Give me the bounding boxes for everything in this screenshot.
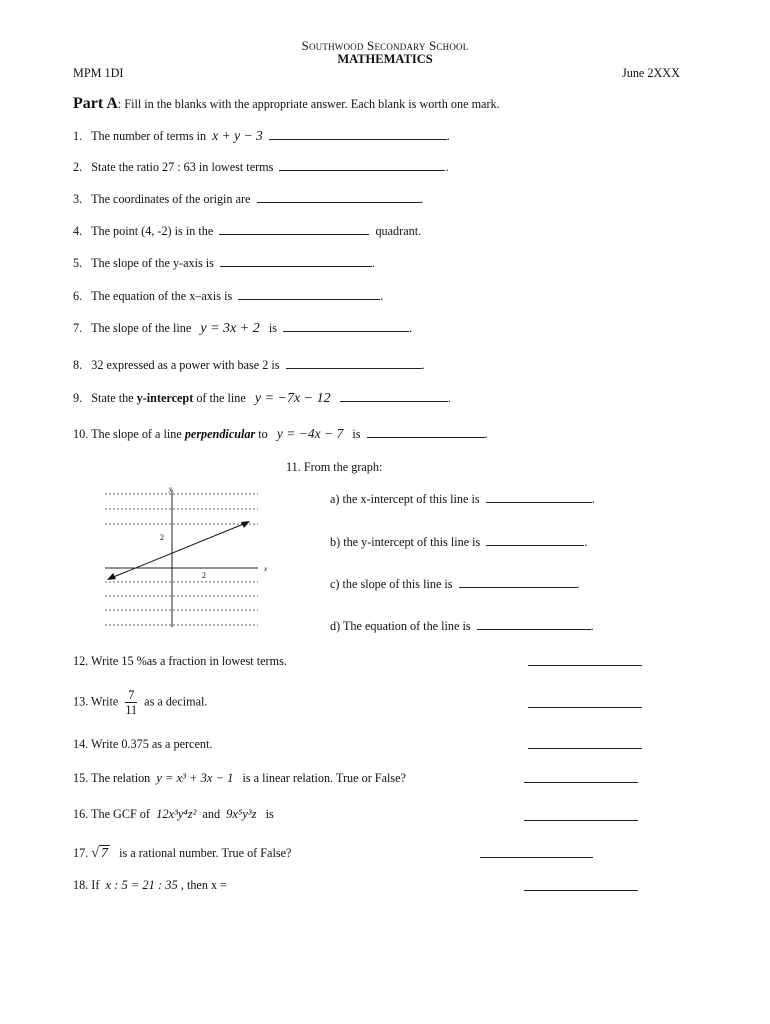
q4-text: The point (4, -2) is in the [91,224,214,238]
question-18 [73,878,227,893]
graph-grid-lines [105,494,258,625]
q17-number: 17. [73,846,89,860]
q10-text-end: is [352,427,361,441]
q17-sqrt: √ 7 [91,846,108,861]
q7-text: The slope of the line [91,321,192,335]
q4-answer-blank[interactable] [219,223,369,235]
q18-text-end: , then x = [180,878,227,892]
q10-text-mid: to [258,427,268,441]
question-8: 8. 32 expressed as a power with base 2 is . [73,358,425,372]
q1-number: 1. [73,129,83,143]
q10-text: The slope of a line [91,427,182,441]
q13-denominator: 11 [125,703,138,717]
q11d-text: d) The equation of the line is [330,619,471,633]
q9-text-mid: of the line [196,391,246,405]
graph-line [111,523,246,578]
q5-text: The slope of the y-axis is [91,256,214,270]
q6-answer-blank[interactable] [238,288,380,300]
q17-radicand: 7 [100,846,108,861]
q10-number: 10. [73,427,89,441]
q18-text: 18. If [73,878,100,892]
graph-y-tick: 2 [160,533,164,542]
graph-y-label: y [169,485,173,493]
q3-text: The coordinates of the origin are [91,192,251,206]
question-9: 9. State the y-intercept of the line y = −7x − 12 . [73,391,451,406]
q8-text: 32 expressed as a power with base 2 is [91,358,280,372]
q7-text-end: is [268,321,277,335]
q16-text-end: is [265,807,274,821]
exam-date: June 2XXX [622,66,680,80]
question-6: 6. The equation of the x–axis is . [73,289,384,303]
q11d: d) The equation of the line is . [330,619,594,633]
q6-number: 6. [73,289,83,303]
q18-expression: x : 5 = 21 : 35 [105,878,178,892]
q11c-text: c) the slope of this line is [330,577,453,591]
q3-answer-blank[interactable] [257,191,421,203]
q16-answer-blank[interactable] [524,819,638,821]
q15-answer-blank[interactable] [524,781,638,783]
q10-bold-term: perpendicular [184,427,256,441]
graph-arrow-right [241,521,250,528]
q11a-text: a) the x-intercept of this line is [330,492,480,506]
q11-title: 11. From the graph: [286,460,383,474]
question-2: 2. State the ratio 27 : 63 in lowest terms . [73,160,449,174]
q4-text-end: quadrant. [375,224,422,238]
q1-expression: x + y − 3 [212,128,263,143]
q9-expression: y = −7x − 12 [254,391,331,406]
q13-answer-blank[interactable] [528,706,642,708]
q13-text-end: as a decimal. [144,694,208,709]
q2-text: State the ratio 27 : 63 in lowest terms [91,160,274,174]
question-15 [73,771,406,786]
question-16 [73,807,274,822]
course-code: MPM 1DI [73,66,124,80]
q16-text: 16. The GCF of [73,807,150,821]
part-a-heading [73,95,500,113]
q15-text: 15. The relation [73,771,151,785]
q2-answer-blank[interactable] [279,159,445,171]
q17-text: is a rational number. True of False? [119,846,292,860]
q5-answer-blank[interactable] [220,255,372,267]
q15-text-end: is a linear relation. True or False? [242,771,406,785]
q11b-text: b) the y-intercept of this line is [330,535,481,549]
graph-x-tick: 2 [202,571,206,580]
q11b-answer-blank[interactable] [486,534,584,546]
q2-number: 2. [73,160,83,174]
school-name: Southwood Secondary School [301,38,469,53]
q7-expression: y = 3x + 2 [200,321,260,336]
q9-answer-blank[interactable] [340,390,448,402]
q12-answer-blank[interactable] [528,664,642,666]
q13-fraction [125,688,137,717]
q8-number: 8. [73,358,83,372]
question-5: 5. The slope of the y-axis is . [73,256,376,270]
q5-number: 5. [73,256,83,270]
q1-text: The number of terms in [91,129,207,143]
q16-expression-2: 9x⁵y³z [226,807,257,821]
question-1: 1. The number of terms in x + y − 3 . [73,128,450,143]
q15-expression: y = x³ + 3x − 1 [156,771,234,785]
q9-number: 9. [73,391,83,405]
q4-number: 4. [73,224,83,238]
q14-answer-blank[interactable] [528,747,642,749]
q9-bold-term: y-intercept [136,391,194,405]
question-17 [73,845,291,862]
q11a-answer-blank[interactable] [486,491,592,503]
q18-answer-blank[interactable] [524,889,638,891]
q13-text: 13. Write [73,694,119,709]
q10-answer-blank[interactable] [367,426,485,438]
graph-x-label: x [264,565,268,573]
q10-expression: y = −4x − 7 [276,426,344,441]
q1-answer-blank[interactable] [269,128,447,140]
subject-title: MATHEMATICS [337,52,433,66]
q16-expression-1: 12x³y⁴z² [156,807,197,821]
q7-number: 7. [73,321,83,335]
q13-numerator: 7 [125,688,137,703]
q11c: c) the slope of this line is . [330,577,580,591]
question-3: 3. The coordinates of the origin are . [73,192,424,206]
q17-answer-blank[interactable] [480,856,593,858]
q11b: b) the y-intercept of this line is . [330,535,588,549]
q11-graph [100,482,280,632]
part-a-instructions: : Fill in the blanks with the appropriate answer. Each blank is worth one mark. [117,97,500,111]
graph-arrow-left [107,573,116,580]
q11c-answer-blank[interactable] [459,576,577,588]
q11a: a) the x-intercept of this line is . [330,492,595,506]
question-14: 14. Write 0.375 as a percent. [73,737,213,751]
question-13 [73,688,207,717]
q6-text: The equation of the x–axis is [91,289,233,303]
question-7: 7. The slope of the line y = 3x + 2 is . [73,321,413,336]
question-4 [73,223,421,239]
q7-answer-blank[interactable] [283,320,409,332]
part-a-label: Part A [73,95,118,112]
q3-number: 3. [73,192,83,206]
q11d-answer-blank[interactable] [477,618,591,630]
question-10: 10. The slope of a line perpendicular to y = −4x − 7 is . [73,426,488,441]
q9-text: State the [91,391,134,405]
q16-and: and [202,807,221,821]
question-12: 12. Write 15 %as a fraction in lowest terms. [73,654,287,668]
q8-answer-blank[interactable] [286,357,422,369]
